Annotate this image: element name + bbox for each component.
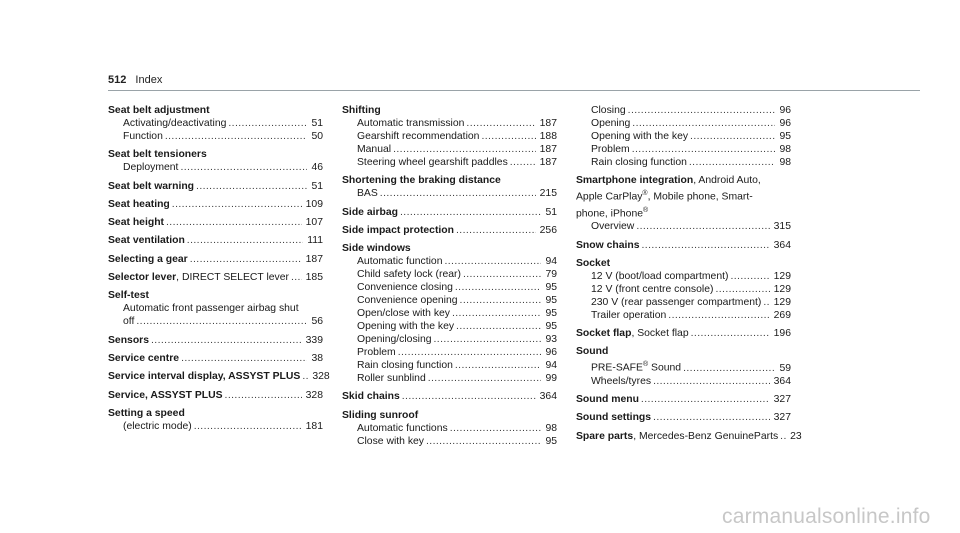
page-ref[interactable]: 56 <box>311 316 323 328</box>
index-entry[interactable] <box>108 180 323 193</box>
entry-heading: Side windows <box>342 243 411 255</box>
page-ref[interactable]: 94 <box>545 256 557 268</box>
entry-continuation: , Mobile phone, Smart- <box>647 191 753 203</box>
index-column-3 <box>576 104 802 448</box>
index-entry[interactable] <box>108 271 323 284</box>
entry-continuation: Apple CarPlay <box>576 191 643 203</box>
sub-entry-label: Function <box>123 131 163 142</box>
sub-entry-label: Wheels/tyres <box>591 375 652 387</box>
entry-heading: Socket <box>576 257 611 269</box>
index-entry[interactable] <box>108 234 323 247</box>
sub-entry[interactable] <box>342 156 557 169</box>
index-entry[interactable] <box>576 393 791 406</box>
entry-label: Sound settings <box>576 412 652 424</box>
page-ref[interactable]: 50 <box>311 131 323 142</box>
sub-entry[interactable] <box>342 333 557 346</box>
page-ref[interactable]: 129 <box>773 296 791 308</box>
sub-entry[interactable] <box>342 117 557 130</box>
entry-label: Side airbag <box>342 206 399 218</box>
page-ref[interactable]: 96 <box>545 347 557 359</box>
sub-entry-label: Rain closing function <box>591 157 687 168</box>
section-title: Index <box>135 74 163 86</box>
page-ref[interactable]: 364 <box>773 239 791 251</box>
sub-entry-label: 12 V (front centre console) <box>591 283 714 295</box>
page-ref[interactable]: 187 <box>539 144 557 155</box>
sub-entry-label: Roller sunblind <box>357 373 426 385</box>
page-ref[interactable]: 185 <box>305 272 323 284</box>
entry-heading: Setting a speed <box>108 407 185 419</box>
sub-entry[interactable] <box>576 117 791 130</box>
entry-label: Selector lever <box>108 272 177 284</box>
entry-heading: Self-test <box>108 290 149 302</box>
page-ref[interactable]: 96 <box>779 118 791 129</box>
entry-heading: Smartphone integration <box>576 175 694 187</box>
sub-entry[interactable] <box>342 307 557 320</box>
sub-entry-label: Closing <box>591 105 626 116</box>
page-ref[interactable]: 98 <box>779 144 791 155</box>
sub-entry[interactable] <box>576 143 791 156</box>
sub-entry-label: BAS <box>357 188 378 200</box>
page-ref[interactable]: 187 <box>539 157 557 168</box>
sub-entry-label: Manual <box>357 144 392 155</box>
entry-heading: Sound <box>576 346 609 358</box>
sub-entry-label: Sound <box>648 362 682 374</box>
sub-entry[interactable] <box>342 422 557 435</box>
page-ref[interactable]: 187 <box>539 118 557 129</box>
sub-entry[interactable] <box>576 130 791 143</box>
entry-label: Selecting a gear <box>108 253 188 265</box>
sub-entry-label: off <box>123 316 135 328</box>
watermark: carmanualsonline.info <box>722 505 931 528</box>
index-entry <box>342 174 557 200</box>
index-entry <box>108 148 323 174</box>
index-entry[interactable] <box>108 389 323 402</box>
page-ref[interactable]: 196 <box>773 328 791 340</box>
index-entry[interactable] <box>108 253 323 266</box>
sub-entry[interactable] <box>342 435 557 448</box>
index-entry <box>576 345 791 387</box>
entry-heading: Seat belt adjustment <box>108 105 210 116</box>
page-header <box>108 74 162 86</box>
sub-entry-label: 230 V (rear passenger compartment) <box>591 296 762 308</box>
sub-entry-label: Convenience opening <box>357 295 458 307</box>
index-entry <box>342 409 557 448</box>
page-ref[interactable]: 269 <box>773 309 791 321</box>
page-ref[interactable]: 364 <box>773 375 791 387</box>
sub-entry-label: Trailer operation <box>591 309 667 321</box>
page-ref[interactable]: 315 <box>773 221 791 233</box>
page-ref[interactable]: 129 <box>773 283 791 295</box>
sub-entry-label: Gearshift recommendation <box>357 131 480 142</box>
page-ref[interactable]: 129 <box>773 270 791 282</box>
index-column-1 <box>108 104 330 438</box>
page-ref[interactable]: 99 <box>545 373 557 385</box>
index-entry[interactable] <box>576 430 802 443</box>
sub-entry[interactable] <box>108 117 323 130</box>
sub-entry[interactable] <box>342 143 557 156</box>
sub-entry[interactable] <box>108 161 323 174</box>
page-ref[interactable]: 95 <box>545 321 557 333</box>
sub-entry-label: Overview <box>591 221 635 233</box>
entry-continuation: phone, iPhone <box>576 208 644 220</box>
page-ref[interactable]: 327 <box>773 412 791 424</box>
sub-entry[interactable] <box>576 375 791 388</box>
page-ref[interactable]: 46 <box>311 162 323 174</box>
page-ref[interactable]: 327 <box>773 394 791 406</box>
continued-entries <box>576 104 791 169</box>
sub-entry[interactable] <box>342 372 557 385</box>
entry-label: Service, ASSYST PLUS <box>108 389 223 401</box>
index-entry <box>342 242 557 385</box>
sub-entry[interactable] <box>576 156 791 169</box>
index-entry[interactable] <box>108 352 323 365</box>
sub-entry-label: Opening/closing <box>357 334 432 346</box>
sub-entry[interactable] <box>342 281 557 294</box>
entry-label: Snow chains <box>576 239 640 251</box>
index-entry <box>576 174 791 233</box>
sub-entry[interactable] <box>108 315 323 328</box>
sub-entry[interactable] <box>576 270 791 283</box>
page-ref[interactable]: 98 <box>545 422 557 434</box>
page-ref[interactable]: 256 <box>539 224 557 236</box>
index-entry[interactable] <box>108 216 323 229</box>
sub-entry-label: PRE-SAFE <box>591 362 643 374</box>
page-ref[interactable]: 59 <box>779 362 791 374</box>
index-entry[interactable] <box>576 239 791 252</box>
sub-entry-label: Activating/deactivating <box>123 118 227 129</box>
registered-mark: ® <box>642 361 649 369</box>
page-ref[interactable]: 107 <box>305 217 323 229</box>
index-entry <box>108 407 323 433</box>
page-ref[interactable]: 51 <box>545 206 557 218</box>
sub-entry[interactable] <box>576 358 791 374</box>
sub-entry[interactable] <box>342 320 557 333</box>
page-ref[interactable]: 98 <box>779 157 791 168</box>
sub-entry-label: Close with key <box>357 435 424 447</box>
entry-heading: Seat belt tensioners <box>108 149 207 161</box>
sub-entry[interactable] <box>576 296 791 309</box>
index-entry <box>108 289 323 328</box>
page-ref[interactable]: 95 <box>545 308 557 320</box>
entry-label: Seat ventilation <box>108 235 185 247</box>
sub-entry-label: Automatic functions <box>357 422 448 434</box>
page-ref[interactable]: 95 <box>779 131 791 142</box>
sub-entry-label: Automatic front passenger airbag shut <box>123 303 299 315</box>
sub-entry-label: (electric mode) <box>123 420 192 432</box>
page-ref[interactable]: 364 <box>539 391 557 403</box>
sub-entry[interactable] <box>576 309 791 322</box>
sub-entry[interactable] <box>342 268 557 281</box>
entry-label: Seat belt warning <box>108 180 195 192</box>
sub-entry-label: Automatic transmission <box>357 118 465 129</box>
sub-entry-label: Deployment <box>123 162 179 174</box>
page-ref[interactable]: 51 <box>311 180 323 192</box>
entry-label: Seat height <box>108 217 165 229</box>
page-ref[interactable]: 96 <box>779 105 791 116</box>
page-ref[interactable]: 93 <box>545 334 557 346</box>
index-entry[interactable] <box>576 327 791 340</box>
page-number: 512 <box>108 74 127 86</box>
index-entry[interactable] <box>342 224 557 237</box>
page-ref[interactable]: 111 <box>307 235 323 247</box>
index-entry[interactable] <box>342 206 557 219</box>
entry-label: Service centre <box>108 352 180 364</box>
sub-entry[interactable] <box>576 283 791 296</box>
sub-entry-label: Rain closing function <box>357 360 453 372</box>
sub-entry[interactable] <box>342 359 557 372</box>
sub-entry-label: Automatic function <box>357 256 443 268</box>
entry-label: Spare parts <box>576 430 634 442</box>
entry-label: Sound menu <box>576 394 639 406</box>
sub-entry-label: Child safety lock (rear) <box>357 269 461 281</box>
sub-entry[interactable] <box>108 420 323 433</box>
page-ref[interactable]: 181 <box>305 420 323 432</box>
sub-entry-label: Steering wheel gearshift paddles <box>357 157 508 168</box>
page-ref[interactable]: 51 <box>311 118 323 129</box>
entry-heading: Shifting <box>342 105 381 116</box>
sub-entry[interactable] <box>342 255 557 268</box>
registered-mark: ® <box>642 190 648 198</box>
index-entry[interactable] <box>108 370 330 383</box>
entry-label: Side impact protection <box>342 224 455 236</box>
sub-entry-label: 12 V (boot/load compartment) <box>591 270 729 282</box>
entry-label: Skid chains <box>342 391 400 403</box>
page-ref[interactable]: 215 <box>539 188 557 200</box>
sub-entry[interactable] <box>342 294 557 307</box>
page-ref[interactable]: 188 <box>539 131 557 142</box>
index-entry <box>342 104 557 169</box>
index-entry[interactable] <box>108 334 323 347</box>
page-ref[interactable]: 339 <box>305 334 323 346</box>
sub-entry-label: Open/close with key <box>357 308 450 320</box>
entry-heading: Sliding sunroof <box>342 409 419 421</box>
page-ref[interactable]: 187 <box>305 253 323 265</box>
page-ref[interactable]: 94 <box>545 360 557 372</box>
entry-label: Sensors <box>108 334 150 346</box>
index-entry <box>108 104 323 143</box>
sub-entry[interactable] <box>342 187 557 200</box>
index-entry[interactable] <box>576 411 791 424</box>
index-entry <box>576 257 791 322</box>
page-ref[interactable]: 95 <box>545 282 557 294</box>
sub-entry-label: Opening with the key <box>357 321 455 333</box>
index-column-2 <box>342 104 557 453</box>
entry-heading: Shortening the braking distance <box>342 175 501 187</box>
entry-suffix: , DIRECT SELECT lever <box>176 272 289 284</box>
index-entry[interactable] <box>108 198 323 211</box>
sub-entry[interactable] <box>576 104 791 117</box>
entry-suffix: , Android Auto, <box>693 175 761 187</box>
page-ref[interactable]: 95 <box>545 435 557 447</box>
sub-entry[interactable] <box>576 220 791 233</box>
page-ref[interactable]: 95 <box>545 295 557 307</box>
page-ref[interactable]: 79 <box>545 269 557 281</box>
sub-entry-label: Opening <box>591 118 631 129</box>
index-entry[interactable] <box>342 390 557 403</box>
sub-entry-label: Opening with the key <box>591 131 689 142</box>
page-ref[interactable]: 109 <box>305 198 323 210</box>
page-ref[interactable]: 23 <box>790 430 802 442</box>
page-ref[interactable]: 328 <box>312 371 330 383</box>
sub-entry[interactable] <box>108 130 323 143</box>
sub-entry-label: Convenience closing <box>357 282 453 294</box>
entry-suffix: , Mercedes-Benz GenuineParts <box>633 430 779 442</box>
page-ref[interactable]: 38 <box>311 352 323 364</box>
sub-entry-label: Problem <box>591 144 630 155</box>
sub-entry-label: Problem <box>357 347 396 359</box>
header-rule <box>108 90 920 91</box>
sub-entry[interactable] <box>342 346 557 359</box>
entry-label: Seat heating <box>108 198 170 210</box>
sub-entry[interactable] <box>342 130 557 143</box>
registered-mark: ® <box>643 206 649 214</box>
page-ref[interactable]: 328 <box>305 389 323 401</box>
entry-label: Socket flap <box>576 328 632 340</box>
entry-label: Service interval display, ASSYST PLUS <box>108 371 301 383</box>
entry-suffix: , Socket flap <box>631 328 689 340</box>
